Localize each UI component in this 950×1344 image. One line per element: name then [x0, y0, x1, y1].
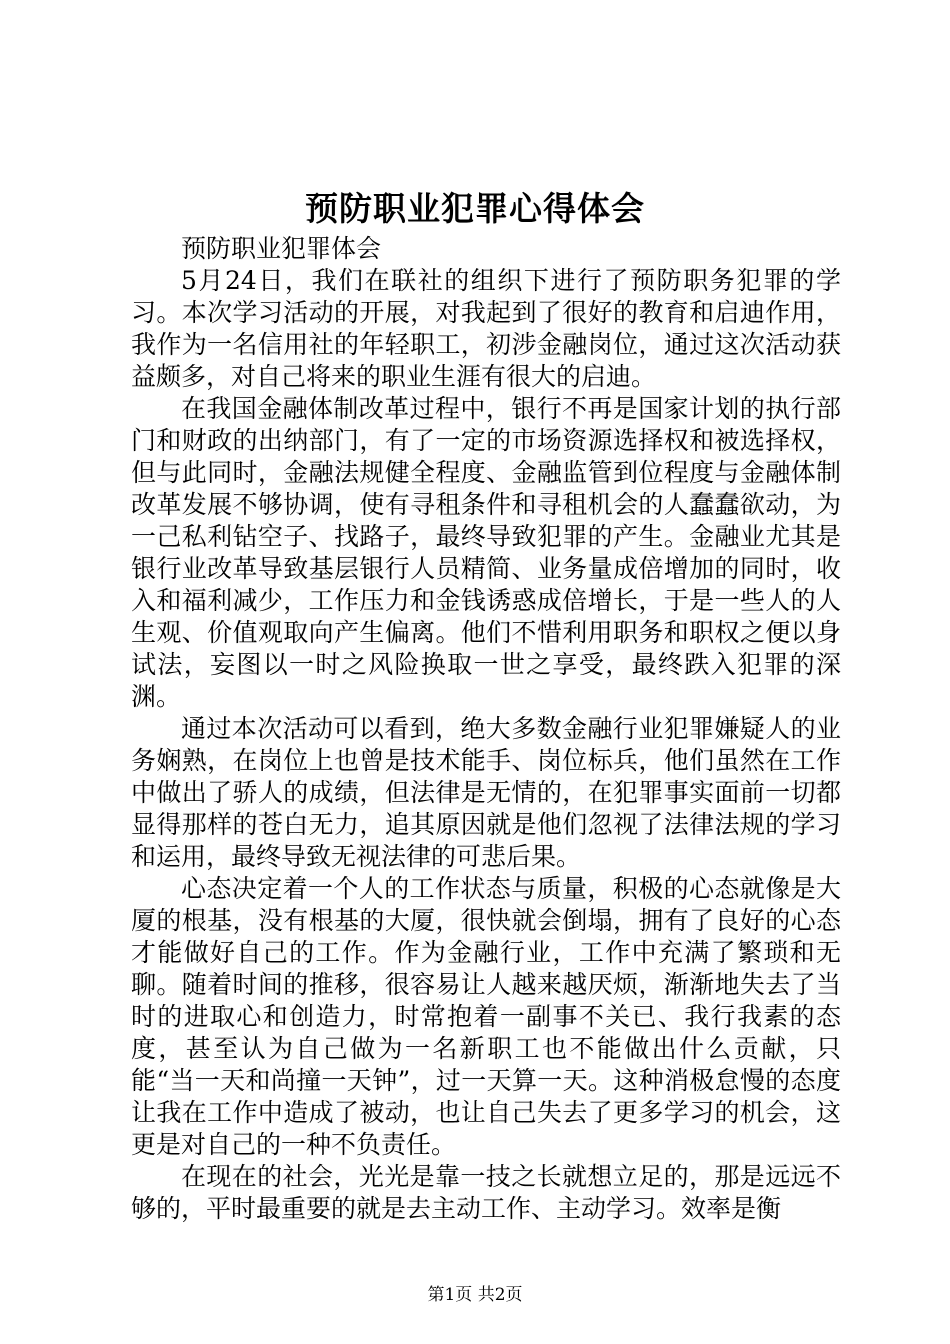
body-paragraph: 5月24日，我们在联社的组织下进行了预防职务犯罪的学习。本次学习活动的开展，对我起到了很好的教育和启迪作用，我作为一名信用社的年轻职工，初涉金融岗位，通过这次活动获益颇多，对自己将来的职业生涯有很大的启迪。: [131, 266, 841, 391]
page-footer: 第1页 共2页: [427, 1285, 523, 1305]
body-paragraph: 在我国金融体制改革过程中，银行不再是国家计划的执行部门和财政的出纳部门，有了一定的市场资源选择权和被选择权，但与此同时，金融法规健全程度、金融监管到位程度与金融体制改革发展不够协调，使有寻租条件和寻租机会的人蠢蠢欲动，为一己私利钻空子、找路子，最终导致犯罪的产生。金融业尤其是银行业改革导致基层银行人员精简、业务量成倍增加的同时，收入和福利减少，工作压力和金钱诱惑成倍增长，于是一些人的人生观、价值观取向产生偏离。他们不惜利用职务和职权之便以身试法，妄图以一时之风险换取一世之享受，最终跌入犯罪的深渊。: [131, 394, 841, 711]
document-subtitle: 预防职业犯罪体会: [181, 234, 382, 263]
document-body: [131, 233, 841, 1225]
body-paragraph: 心态决定着一个人的工作状态与质量，积极的心态就像是大厦的根基，没有根基的大厦，很快就会倒塌，拥有了良好的心态才能做好自己的工作。作为金融行业，工作中充满了繁琐和无聊。随着时间的推移，很容易让人越来越厌烦，渐渐地失去了当时的进取心和创造力，时常抱着一副事不关已、我行我素的态度，甚至认为自己做为一名新职工也不能做出什么贡献，只能“当一天和尚撞一天钟”，过一天算一天。这种消极怠慢的态度让我在工作中造成了被动，也让自己失去了更多学习的机会，这更是对自己的一种不负责任。: [131, 874, 841, 1159]
body-paragraph: 通过本次活动可以看到，绝大多数金融行业犯罪嫌疑人的业务娴熟，在岗位上也曾是技术能手、岗位标兵，他们虽然在工作中做出了骄人的成绩，但法律是无情的，在犯罪事实面前一切都显得那样的苍白无力，追其原因就是他们忽视了法律法规的学习和运用，最终导致无视法律的可悲后果。: [131, 714, 841, 871]
document-title: 预防职业犯罪心得体会: [305, 189, 645, 228]
body-paragraph: 在现在的社会，光光是靠一技之长就想立足的，那是远远不够的，平时最重要的就是去主动工作、主动学习。效率是衡: [131, 1162, 841, 1223]
